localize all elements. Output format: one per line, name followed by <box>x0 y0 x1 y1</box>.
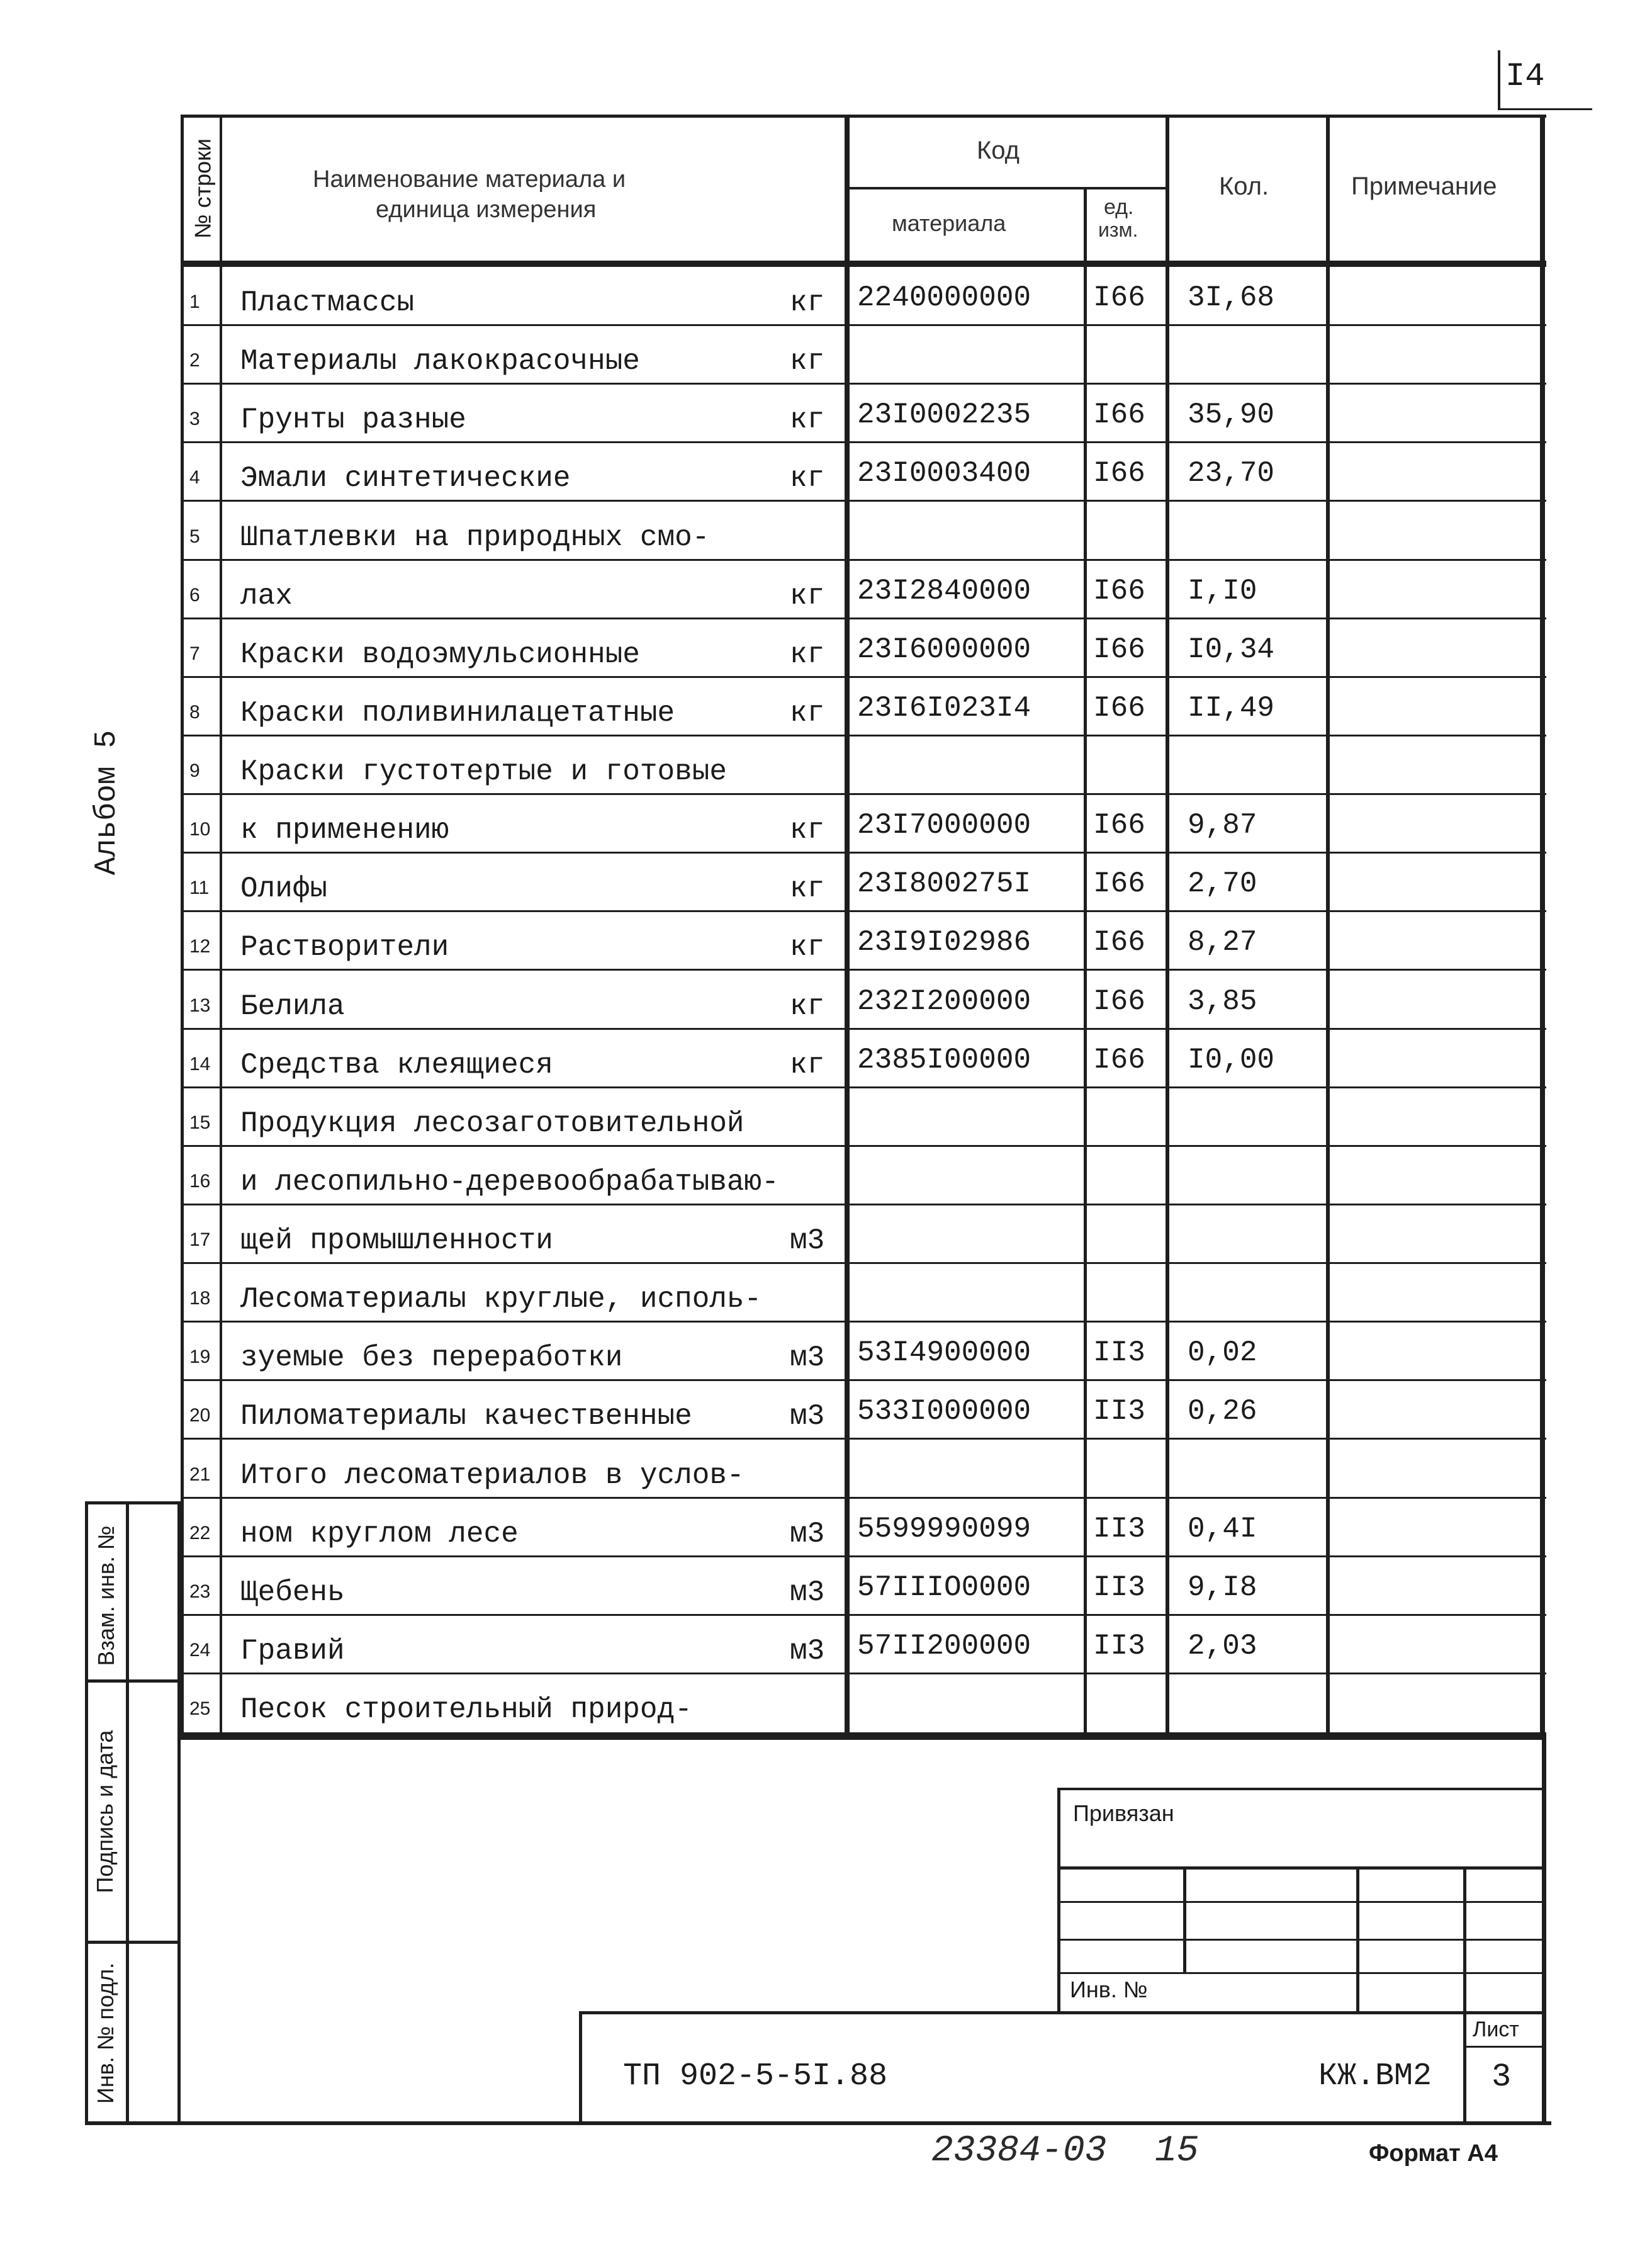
row-divider <box>181 1028 1546 1030</box>
unit-label: м3 <box>790 1341 825 1375</box>
table-row <box>181 1263 1546 1322</box>
material-name: Краски густотертые и готовые <box>240 755 727 789</box>
table-row <box>181 1205 1546 1263</box>
material-name: и лесопильно-деревообрабатываю- <box>240 1165 779 1199</box>
stamp-podpis-data: Подпись и дата <box>92 1730 118 1893</box>
row-number: 5 <box>189 526 200 547</box>
quantity: 0,4I <box>1188 1512 1257 1545</box>
header-unit-line1: ед. <box>1104 195 1134 219</box>
material-name: Растворители <box>240 931 449 964</box>
row-divider <box>181 969 1546 971</box>
unit-label: кг <box>790 286 825 320</box>
material-name: Грунты разные <box>240 403 466 437</box>
unit-label: кг <box>790 1048 825 1081</box>
unit-label: кг <box>790 638 825 671</box>
row-number: 1 <box>189 291 200 313</box>
privyazan-label: Привязан <box>1073 1800 1174 1826</box>
material-code: 57II200000 <box>857 1629 1031 1662</box>
material-name: Шпатлевки на природных смо- <box>240 521 710 554</box>
stamp-inv-podl: Инв. № подл. <box>93 1962 118 2104</box>
row-divider <box>181 1204 1546 1205</box>
material-name: Щебень <box>240 1576 345 1609</box>
row-divider <box>181 1673 1546 1674</box>
quantity: 9,I8 <box>1188 1571 1257 1604</box>
row-divider <box>181 1321 1546 1323</box>
handwritten-number: 23384-03 <box>931 2131 1107 2172</box>
doc-mark: КЖ.ВМ2 <box>1318 2058 1432 2094</box>
quantity: 3,85 <box>1188 984 1257 1018</box>
material-name: Лесоматериалы круглые, исполь- <box>240 1283 762 1316</box>
row-divider <box>181 793 1546 795</box>
row-divider <box>181 1555 1546 1557</box>
table-row <box>181 677 1546 736</box>
quantity: I0,34 <box>1188 633 1275 666</box>
header-row-number: № строки <box>189 138 216 239</box>
row-number: 21 <box>189 1464 211 1485</box>
unit-code: I66 <box>1093 809 1145 842</box>
quantity: 2,03 <box>1188 1629 1257 1662</box>
material-code: 53I4900000 <box>857 1336 1031 1370</box>
unit-code: I66 <box>1093 457 1145 490</box>
row-number: 13 <box>189 995 211 1016</box>
quantity: 3I,68 <box>1188 281 1275 315</box>
unit-label: кг <box>790 403 825 437</box>
material-name: Песок строительный природ- <box>240 1693 692 1726</box>
table-body <box>181 267 1546 1732</box>
row-divider <box>181 383 1546 385</box>
material-name: лах <box>240 579 293 612</box>
table-row <box>181 501 1546 560</box>
row-divider <box>181 1438 1546 1440</box>
quantity: I0,00 <box>1188 1043 1275 1076</box>
table-row <box>181 1439 1546 1498</box>
page-number: I4 <box>1505 58 1545 95</box>
quantity: 35,90 <box>1188 398 1275 432</box>
table-row <box>181 267 1546 325</box>
row-number: 9 <box>189 760 200 782</box>
material-name: зуемые без переработки <box>240 1341 623 1375</box>
unit-code: I66 <box>1093 984 1145 1018</box>
material-code: 23I0003400 <box>857 457 1031 490</box>
album-label: Альбом 5 <box>90 730 124 876</box>
row-number: 22 <box>189 1522 211 1543</box>
row-number: 6 <box>189 584 200 606</box>
header-code: Код <box>977 137 1020 164</box>
row-number: 20 <box>189 1405 211 1426</box>
row-number: 8 <box>189 701 200 723</box>
material-code: 2240000000 <box>857 281 1031 315</box>
unit-code: I66 <box>1093 281 1145 315</box>
unit-code: II3 <box>1093 1395 1145 1428</box>
inv-no-label: Инв. № <box>1070 1977 1148 2002</box>
unit-code: I66 <box>1093 1043 1145 1076</box>
material-name: Средства клеящиеся <box>240 1048 553 1081</box>
row-number: 25 <box>189 1698 211 1719</box>
table-row <box>181 384 1546 443</box>
material-code: 23I0002235 <box>857 398 1031 432</box>
table-row <box>181 1674 1546 1732</box>
unit-label: кг <box>790 345 825 378</box>
material-name: Олифы <box>240 872 328 906</box>
quantity: I,I0 <box>1188 574 1257 607</box>
unit-code: I66 <box>1093 398 1145 432</box>
row-number: 12 <box>189 936 211 957</box>
material-code: 23I800275I <box>857 867 1031 901</box>
sheet-number: 3 <box>1492 2058 1512 2096</box>
material-code: 23I9I02986 <box>857 926 1031 959</box>
row-divider <box>181 559 1546 561</box>
handwritten-number-2: 15 <box>1155 2131 1199 2172</box>
material-name: Пластмассы <box>240 286 415 320</box>
row-divider <box>181 1086 1546 1088</box>
row-divider <box>181 1262 1546 1264</box>
row-number: 24 <box>189 1639 211 1661</box>
material-name: Краски водоэмульсионные <box>240 638 640 671</box>
material-name: Материалы лакокрасочные <box>240 345 640 378</box>
row-number: 7 <box>189 643 200 664</box>
doc-code: ТП 902-5-5I.88 <box>623 2058 888 2094</box>
material-name: Итого лесоматериалов в услов- <box>240 1458 744 1492</box>
unit-label: кг <box>790 872 825 906</box>
material-name: ном круглом лесе <box>240 1517 519 1550</box>
unit-code: I66 <box>1093 867 1145 901</box>
table-row <box>181 853 1546 911</box>
stamp-vzam-inv: Взам. инв. № <box>93 1525 119 1666</box>
table-row <box>181 1088 1546 1146</box>
quantity: 0,26 <box>1188 1395 1257 1428</box>
material-code: 23I2840000 <box>857 574 1031 607</box>
row-divider <box>181 1145 1546 1147</box>
unit-label: м3 <box>790 1224 825 1258</box>
material-code: 5599990099 <box>857 1512 1031 1545</box>
format-label: Формат А4 <box>1369 2140 1498 2167</box>
row-divider <box>181 735 1546 736</box>
row-number: 16 <box>189 1170 211 1192</box>
unit-label: м3 <box>790 1576 825 1609</box>
header-note: Примечание <box>1351 172 1497 200</box>
unit-label: м3 <box>790 1400 825 1433</box>
quantity: 2,70 <box>1188 867 1257 901</box>
material-name: Пиломатериалы качественные <box>240 1400 692 1433</box>
unit-code: I66 <box>1093 926 1145 959</box>
row-number: 18 <box>189 1288 211 1309</box>
unit-code: I66 <box>1093 633 1145 666</box>
unit-label: кг <box>790 462 825 495</box>
table-row <box>181 1146 1546 1205</box>
unit-label: м3 <box>790 1634 825 1667</box>
row-divider <box>181 910 1546 912</box>
table-row <box>181 736 1546 794</box>
row-divider <box>181 441 1546 443</box>
row-number: 10 <box>189 819 211 840</box>
row-number: 15 <box>189 1112 211 1133</box>
header-material: материала <box>892 210 1006 236</box>
quantity: 0,02 <box>1188 1336 1257 1370</box>
table-row <box>181 1557 1546 1615</box>
material-name: Продукция лесозаготовительной <box>240 1107 744 1140</box>
table-row <box>181 1029 1546 1088</box>
row-divider <box>181 500 1546 502</box>
unit-label: кг <box>790 990 825 1023</box>
header-unit-line2: изм. <box>1098 218 1138 241</box>
material-name: Краски поливинилацетатные <box>240 696 675 730</box>
row-number: 17 <box>189 1229 211 1251</box>
material-name: щей промышленности <box>240 1224 553 1258</box>
table-row <box>181 1498 1546 1557</box>
material-code: 2385I00000 <box>857 1043 1031 1076</box>
row-divider <box>181 852 1546 854</box>
row-divider <box>181 324 1546 326</box>
unit-code: II3 <box>1093 1336 1145 1370</box>
table-row <box>181 1615 1546 1674</box>
materials-table <box>181 115 1546 1737</box>
material-name: Гравий <box>240 1634 345 1667</box>
header-name-line1: Наименование материала и <box>313 166 626 193</box>
unit-label: кг <box>790 579 825 612</box>
unit-label: кг <box>790 696 825 730</box>
unit-code: I66 <box>1093 574 1145 607</box>
row-divider <box>181 676 1546 678</box>
table-row <box>181 911 1546 970</box>
quantity: 8,27 <box>1188 926 1257 959</box>
header-qty: Кол. <box>1219 172 1269 200</box>
row-divider <box>181 1379 1546 1381</box>
quantity: II,49 <box>1188 691 1275 725</box>
sheet-label: Лист <box>1473 2017 1519 2041</box>
header-name-line2: единица измерения <box>376 196 597 223</box>
unit-code: II3 <box>1093 1629 1145 1662</box>
row-divider <box>181 1614 1546 1616</box>
table-row <box>181 325 1546 384</box>
material-name: к применению <box>240 814 449 847</box>
table-row <box>181 560 1546 619</box>
unit-label: кг <box>790 931 825 964</box>
row-number: 14 <box>189 1053 211 1075</box>
row-divider <box>181 1497 1546 1499</box>
table-row <box>181 619 1546 677</box>
table-row <box>181 443 1546 501</box>
unit-code: II3 <box>1093 1512 1145 1545</box>
table-row <box>181 1322 1546 1380</box>
row-number: 4 <box>189 467 200 488</box>
quantity: 23,70 <box>1188 457 1275 490</box>
material-name: Белила <box>240 990 345 1023</box>
unit-code: I66 <box>1093 691 1145 725</box>
unit-label: м3 <box>790 1517 825 1550</box>
row-number: 2 <box>189 350 200 371</box>
material-code: 23I6I023I4 <box>857 691 1031 725</box>
row-number: 3 <box>189 409 200 430</box>
material-code: 57IIIO0000 <box>857 1571 1031 1604</box>
row-number: 23 <box>189 1581 211 1602</box>
material-name: Эмали синтетические <box>240 462 571 495</box>
unit-code: II3 <box>1093 1571 1145 1604</box>
quantity: 9,87 <box>1188 809 1257 842</box>
unit-label: кг <box>790 814 825 847</box>
table-row <box>181 1380 1546 1439</box>
row-number: 19 <box>189 1346 211 1368</box>
table-row <box>181 970 1546 1029</box>
material-code: 23I7000000 <box>857 809 1031 842</box>
row-number: 11 <box>189 877 210 899</box>
row-divider <box>181 618 1546 619</box>
material-code: 23I6000000 <box>857 633 1031 666</box>
material-code: 232I200000 <box>857 984 1031 1018</box>
material-code: 533I000000 <box>857 1395 1031 1428</box>
table-row <box>181 794 1546 853</box>
